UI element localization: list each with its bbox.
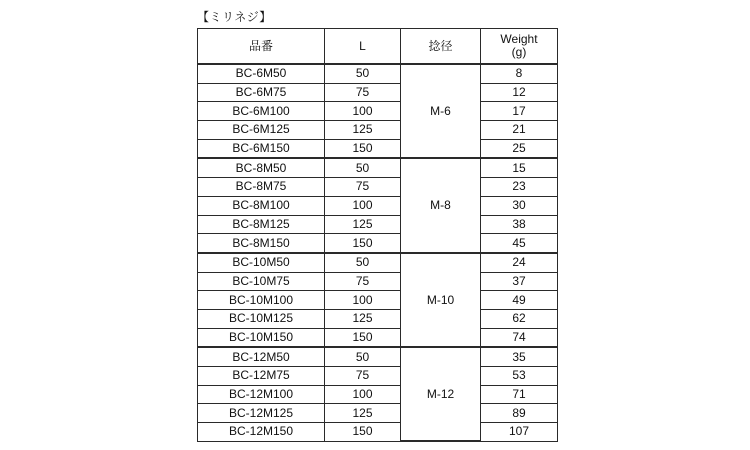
length-cell: 100 [325, 196, 401, 215]
part-number-cell: BC-10M125 [198, 309, 325, 328]
length-cell: 150 [325, 423, 401, 442]
part-number-cell: BC-12M150 [198, 423, 325, 442]
length-cell: 150 [325, 234, 401, 253]
table-row [198, 404, 558, 423]
part-number-cell: BC-6M75 [198, 83, 325, 102]
table-body [198, 64, 558, 441]
length-cell: 125 [325, 215, 401, 234]
thread-size-cell: M-10 [401, 253, 481, 347]
part-number-cell: BC-6M50 [198, 64, 325, 83]
weight-cell: 17 [481, 102, 558, 121]
header-length: L [325, 29, 401, 65]
weight-cell: 21 [481, 121, 558, 140]
table-row [198, 328, 558, 347]
length-cell: 100 [325, 291, 401, 310]
table-row [198, 291, 558, 310]
table-caption: 【ミリネジ】 [197, 10, 272, 24]
header-thread-size: 捻径 [401, 29, 481, 65]
part-number-cell: BC-10M75 [198, 272, 325, 291]
length-cell: 50 [325, 347, 401, 366]
length-cell: 75 [325, 272, 401, 291]
table-row [198, 178, 558, 197]
weight-cell: 25 [481, 139, 558, 158]
part-number-cell: BC-6M150 [198, 139, 325, 158]
table-row [198, 385, 558, 404]
table-row [198, 83, 558, 102]
weight-cell: 38 [481, 215, 558, 234]
table-row [198, 253, 558, 272]
length-cell: 100 [325, 102, 401, 121]
part-number-cell: BC-12M100 [198, 385, 325, 404]
length-cell: 125 [325, 404, 401, 423]
length-cell: 50 [325, 158, 401, 177]
length-cell: 50 [325, 64, 401, 83]
weight-cell: 24 [481, 253, 558, 272]
length-cell: 50 [325, 253, 401, 272]
part-number-cell: BC-12M75 [198, 367, 325, 386]
table-row [198, 215, 558, 234]
table-row [198, 102, 558, 121]
weight-cell: 23 [481, 178, 558, 197]
header-part-number: 品番 [198, 29, 325, 65]
part-number-cell: BC-10M100 [198, 291, 325, 310]
header-weight-unit: (g) [511, 45, 527, 59]
thread-size-cell: M-6 [401, 64, 481, 158]
weight-cell: 49 [481, 291, 558, 310]
table-row [198, 309, 558, 328]
weight-cell: 35 [481, 347, 558, 366]
table-row [198, 234, 558, 253]
part-number-cell: BC-10M150 [198, 328, 325, 347]
table-row [198, 367, 558, 386]
weight-cell: 89 [481, 404, 558, 423]
length-cell: 75 [325, 178, 401, 197]
table-row [198, 423, 558, 442]
weight-cell: 30 [481, 196, 558, 215]
spec-table [197, 28, 558, 442]
weight-cell: 62 [481, 309, 558, 328]
part-number-cell: BC-8M100 [198, 196, 325, 215]
weight-cell: 37 [481, 272, 558, 291]
table-row [198, 347, 558, 366]
table-row [198, 158, 558, 177]
part-number-cell: BC-8M125 [198, 215, 325, 234]
length-cell: 75 [325, 83, 401, 102]
length-cell: 150 [325, 139, 401, 158]
part-number-cell: BC-12M125 [198, 404, 325, 423]
part-number-cell: BC-6M100 [198, 102, 325, 121]
weight-cell: 74 [481, 328, 558, 347]
weight-cell: 12 [481, 83, 558, 102]
length-cell: 125 [325, 121, 401, 140]
table-row [198, 121, 558, 140]
part-number-cell: BC-8M50 [198, 158, 325, 177]
table-row [198, 196, 558, 215]
header-row [198, 29, 558, 65]
length-cell: 150 [325, 328, 401, 347]
part-number-cell: BC-12M50 [198, 347, 325, 366]
length-cell: 100 [325, 385, 401, 404]
header-weight-label: Weight [500, 32, 538, 46]
header-weight [481, 29, 558, 65]
table-row [198, 139, 558, 158]
part-number-cell: BC-10M50 [198, 253, 325, 272]
weight-cell: 45 [481, 234, 558, 253]
length-cell: 125 [325, 309, 401, 328]
weight-cell: 8 [481, 64, 558, 83]
weight-cell: 15 [481, 158, 558, 177]
part-number-cell: BC-8M150 [198, 234, 325, 253]
part-number-cell: BC-8M75 [198, 178, 325, 197]
table-row [198, 272, 558, 291]
length-cell: 75 [325, 367, 401, 386]
weight-cell: 107 [481, 423, 558, 442]
thread-size-cell: M-8 [401, 158, 481, 252]
part-number-cell: BC-6M125 [198, 121, 325, 140]
weight-cell: 53 [481, 367, 558, 386]
thread-size-cell: M-12 [401, 347, 481, 441]
weight-cell: 71 [481, 385, 558, 404]
table-row [198, 64, 558, 83]
